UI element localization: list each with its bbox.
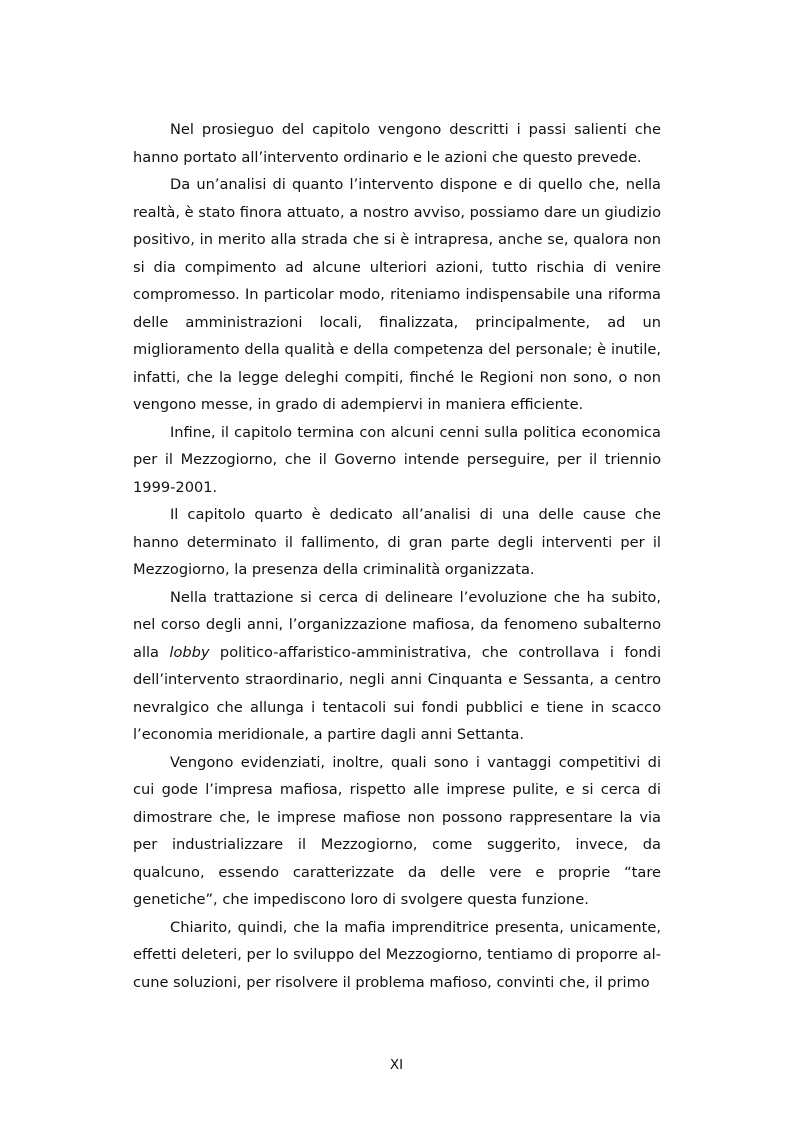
paragraph-5 (133, 584, 661, 749)
page-body (133, 116, 661, 996)
paragraph-4: Il capitolo quarto è dedicato all’analisi di una delle cause che hanno determinato il fallimento, di gran parte degli interventi per il Mezzogiorno, la presenza della criminalità organizzata. (133, 506, 661, 578)
paragraph-5-text-after: politico-affaristico-amministrativa, che controllava i fondi dell’intervento straordinario, negli anni Cinquanta e Sessanta, a centro nevralgico che allunga i tentacoli sui fondi pubblici e tiene in scacco l’economia meridionale, a partire dagli anni Settanta. (133, 643, 661, 743)
paragraph-6: Vengono evidenziati, inoltre, quali sono i vantaggi competitivi di cui gode l’impresa mafiosa, rispetto alle imprese pulite, e si cerca di dimostrare che, le imprese mafiose non possono rappresentare la via per industrializzare il Mezzogiorno, come suggerito, invece, da qualcuno, essendo caratterizzate da delle vere e proprie “tare genetiche”, che impediscono loro di svolgere questa funzione. (133, 753, 661, 908)
paragraph-2: Da un’analisi di quanto l’intervento dispone e di quello che, nella realtà, è stato finora attuato, a nostro avviso, possiamo dare un giudizio positivo, in merito alla strada che si è intrapresa, anche se, qualora non si dia compimento ad alcune ulteriori azioni, tutto rischia di venire compromesso. In particolar modo, riteniamo indispensabile una riforma delle amministrazioni locali, finalizzata, principalmente, ad un miglioramento della qualità e della competenza del personale; è inutile, infatti, che la legge deleghi compiti, finché le Regioni non sono, o non vengono messe, in grado di adempiervi in maniera efficiente. (133, 176, 661, 413)
paragraph-1: Nel prosieguo del capitolo vengono descritti i passi salienti che hanno portato all’intervento ordinario e le azioni che questo prevede. (133, 121, 661, 166)
paragraph-5-italic-term: lobby (169, 643, 210, 661)
paragraph-3: Infine, il capitolo termina con alcuni cenni sulla politica economica per il Mezzogiorno, che il Governo intende perseguire, per il triennio 1999-2001. (133, 423, 661, 496)
paragraph-5-text-before: Nella trattazione si cerca di delineare l’evoluzione che ha subito, nel corso degli anni, l’organizzazione mafiosa, da fenomeno subalterno alla (133, 588, 661, 661)
paragraph-7: Chiarito, quindi, che la mafia imprenditrice presenta, unicamente, effetti deleteri, per lo sviluppo del Mezzogiorno, tentiamo di proporre alcune soluzioni, per risolvere il problema mafioso, convinti che, il primo (133, 918, 661, 991)
page-number: XI (389, 1057, 404, 1073)
